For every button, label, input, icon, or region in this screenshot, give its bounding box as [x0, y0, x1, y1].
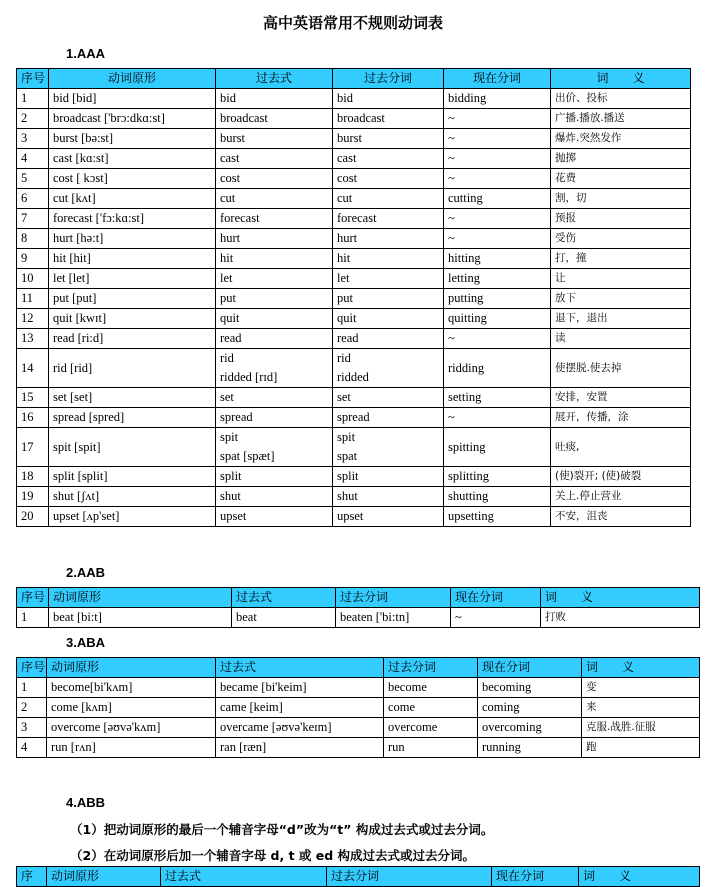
header-index: 序号 [17, 658, 47, 678]
cell-past-tense: came [keim] [216, 698, 384, 718]
cell-present-participle: quitting [444, 309, 551, 329]
cell-past-tense: broadcast [216, 109, 333, 129]
cell-index: 4 [17, 149, 49, 169]
cell-meaning: 割，切 [551, 189, 691, 209]
cell-base-form: come [kʌm] [47, 698, 216, 718]
table-header-row [17, 658, 700, 678]
cell-base-form: read [ri:d] [49, 329, 216, 349]
cell-past-tense: cast [216, 149, 333, 169]
cell-index: 8 [17, 229, 49, 249]
table-row [17, 109, 691, 129]
cell-present-participle: letting [444, 269, 551, 289]
cell-past-tense: overcame [əʊvə'keɪm] [216, 718, 384, 738]
cell-past-tense: put [216, 289, 333, 309]
table-row [17, 89, 691, 109]
header-past-participle: 过去分词 [327, 867, 492, 887]
cell-base-form: forecast ['fɔ:kɑ:st] [49, 209, 216, 229]
form-primary: rid [337, 351, 351, 365]
cell-present-participle: ~ [444, 229, 551, 249]
cell-past-tense: cut [216, 189, 333, 209]
table-row [17, 408, 691, 428]
cell-past-participle: burst [333, 129, 444, 149]
cell-meaning: 让 [551, 269, 691, 289]
cell-meaning: 读 [551, 329, 691, 349]
page-title: 高中英语常用不规则动词表 [262, 14, 443, 32]
cell-past-tense: shut [216, 487, 333, 507]
cell-present-participle: ~ [444, 209, 551, 229]
cell-base-form: put [put] [49, 289, 216, 309]
section-label-aaa: 1.AAA [66, 46, 106, 61]
cell-past-participle: let [333, 269, 444, 289]
cell-past-tense: spread [216, 408, 333, 428]
cell-meaning: (使)裂开; (使)破裂 [551, 467, 691, 487]
cell-meaning: 花费 [551, 169, 691, 189]
cell-base-form: quit [kwɪt] [49, 309, 216, 329]
cell-index: 4 [17, 738, 47, 758]
cell-base-form: overcome [əʊvə'kʌm] [47, 718, 216, 738]
cell-meaning: 放下 [551, 289, 691, 309]
cell-present-participle: putting [444, 289, 551, 309]
cell-meaning: 爆炸.突然发作 [551, 129, 691, 149]
cell-past-participle: come [384, 698, 478, 718]
cell-base-form: spread [spred] [49, 408, 216, 428]
cell-past-participle: split [333, 467, 444, 487]
cell-past-participle: read [333, 329, 444, 349]
header-past-tense: 过去式 [161, 867, 327, 887]
cell-present-participle: ~ [444, 329, 551, 349]
cell-index: 15 [17, 388, 49, 408]
cell-present-participle: overcoming [478, 718, 582, 738]
table-row [17, 507, 691, 527]
table-row [17, 678, 700, 698]
table-abb [16, 866, 700, 887]
cell-past-participle: put [333, 289, 444, 309]
form-alternate: spat [337, 449, 358, 463]
form-primary: spit [220, 430, 239, 444]
table-row [17, 149, 691, 169]
table-row [17, 189, 691, 209]
table-row [17, 249, 691, 269]
cell-meaning: 安排，安置 [551, 388, 691, 408]
cell-meaning: 受伤 [551, 229, 691, 249]
cell-past-participle: hit [333, 249, 444, 269]
cell-present-participle: ~ [444, 149, 551, 169]
cell-meaning: 预报 [551, 209, 691, 229]
form-alternate: ridded [337, 370, 369, 384]
header-base-form: 动词原形 [49, 69, 216, 89]
cell-index: 14 [17, 349, 49, 388]
cell-past-participle: forecast [333, 209, 444, 229]
cell-past-tense: hurt [216, 229, 333, 249]
cell-present-participle: ridding [444, 349, 551, 388]
cell-past-participle: bid [333, 89, 444, 109]
table-row [17, 349, 691, 388]
cell-index: 3 [17, 718, 47, 738]
header-present-participle: 现在分词 [492, 867, 579, 887]
cell-meaning: 广播.播放.播送 [551, 109, 691, 129]
cell-meaning: 来 [582, 698, 700, 718]
cell-present-participle: setting [444, 388, 551, 408]
cell-index: 2 [17, 109, 49, 129]
cell-past-tense: burst [216, 129, 333, 149]
cell-present-participle: hitting [444, 249, 551, 269]
cell-meaning: 退下，退出 [551, 309, 691, 329]
cell-present-participle: splitting [444, 467, 551, 487]
table-row [17, 269, 691, 289]
cell-index: 18 [17, 467, 49, 487]
cell-index: 1 [17, 678, 47, 698]
cell-index: 10 [17, 269, 49, 289]
header-meaning: 词 义 [582, 658, 700, 678]
cell-index: 12 [17, 309, 49, 329]
cell-base-form: let [let] [49, 269, 216, 289]
cell-past-participle: overcome [384, 718, 478, 738]
cell-index: 6 [17, 189, 49, 209]
table-row [17, 129, 691, 149]
cell-past-tense: split [216, 467, 333, 487]
cell-present-participle: ~ [451, 608, 541, 628]
cell-past-tense: forecast [216, 209, 333, 229]
table-aaa [16, 68, 691, 527]
header-base-form: 动词原形 [49, 588, 232, 608]
cell-base-form: cost [ kɔst] [49, 169, 216, 189]
header-base-form: 动词原形 [47, 867, 161, 887]
cell-past-tense: ran [ræn] [216, 738, 384, 758]
cell-past-tense: upset [216, 507, 333, 527]
cell-past-tense: bid [216, 89, 333, 109]
table-row [17, 608, 700, 628]
cell-past-participle: shut [333, 487, 444, 507]
cell-present-participle: upsetting [444, 507, 551, 527]
table-header-row [17, 867, 700, 887]
table-row [17, 467, 691, 487]
cell-base-form: hurt [hə:t] [49, 229, 216, 249]
cell-past-participle: cast [333, 149, 444, 169]
cell-present-participle: ~ [444, 109, 551, 129]
section-label-aab: 2.AAB [66, 565, 106, 580]
cell-index: 1 [17, 608, 49, 628]
header-past-tense: 过去式 [216, 658, 384, 678]
cell-base-form: upset [ʌp'set] [49, 507, 216, 527]
cell-present-participle: bidding [444, 89, 551, 109]
cell-base-form: rid [rid] [49, 349, 216, 388]
cell-past-tense: quit [216, 309, 333, 329]
cell-index: 7 [17, 209, 49, 229]
section-label-aba: 3.ABA [66, 635, 106, 650]
cell-present-participle: coming [478, 698, 582, 718]
cell-index: 5 [17, 169, 49, 189]
table-row [17, 329, 691, 349]
table-row [17, 487, 691, 507]
cell-past-participle: become [384, 678, 478, 698]
cell-present-participle: becoming [478, 678, 582, 698]
cell-past-tense: set [216, 388, 333, 408]
cell-present-participle: cutting [444, 189, 551, 209]
header-past-tense: 过去式 [232, 588, 336, 608]
cell-meaning: 出价、投标 [551, 89, 691, 109]
table-row [17, 309, 691, 329]
cell-past-participle: set [333, 388, 444, 408]
header-present-participle: 现在分词 [478, 658, 582, 678]
cell-past-participle: cut [333, 189, 444, 209]
cell-past-participle: run [384, 738, 478, 758]
header-meaning: 词 义 [551, 69, 691, 89]
cell-past-tense: became [bi'keim] [216, 678, 384, 698]
cell-base-form: broadcast ['brɔ:dkɑ:st] [49, 109, 216, 129]
cell-index: 2 [17, 698, 47, 718]
cell-present-participle: ~ [444, 408, 551, 428]
cell-meaning: 吐痰, [551, 428, 691, 467]
cell-past-tense: beat [232, 608, 336, 628]
cell-meaning: 变 [582, 678, 700, 698]
table-row [17, 718, 700, 738]
cell-present-participle: running [478, 738, 582, 758]
cell-past-tense: hit [216, 249, 333, 269]
cell-past-tense [216, 428, 333, 467]
form-primary: rid [220, 351, 234, 365]
cell-meaning: 克服.战胜.征服 [582, 718, 700, 738]
cell-meaning: 不安，沮丧 [551, 507, 691, 527]
table-row [17, 169, 691, 189]
cell-base-form: hit [hit] [49, 249, 216, 269]
cell-present-participle: spitting [444, 428, 551, 467]
table-row [17, 738, 700, 758]
cell-index: 9 [17, 249, 49, 269]
cell-base-form: cast [kɑ:st] [49, 149, 216, 169]
cell-base-form: become[bi'kʌm] [47, 678, 216, 698]
cell-meaning: 使摆脱.使去掉 [551, 349, 691, 388]
cell-past-participle [333, 428, 444, 467]
section-label-abb: 4.ABB [66, 795, 106, 810]
form-alternate: spat [spæt] [220, 449, 275, 463]
cell-index: 19 [17, 487, 49, 507]
cell-meaning: 抛掷 [551, 149, 691, 169]
cell-meaning: 打，撞 [551, 249, 691, 269]
cell-past-participle: spread [333, 408, 444, 428]
cell-base-form: split [split] [49, 467, 216, 487]
cell-index: 17 [17, 428, 49, 467]
cell-base-form: run [rʌn] [47, 738, 216, 758]
table-row [17, 209, 691, 229]
cell-past-participle: upset [333, 507, 444, 527]
table-row [17, 289, 691, 309]
cell-present-participle: ~ [444, 169, 551, 189]
cell-past-tense: let [216, 269, 333, 289]
abb-note-1: （1）把动词原形的最后一个辅音字母“d”改为“t” 构成过去式或过去分词。 [70, 822, 494, 837]
cell-index: 3 [17, 129, 49, 149]
cell-past-participle: beaten ['bi:tn] [336, 608, 451, 628]
cell-index: 11 [17, 289, 49, 309]
header-past-participle: 过去分词 [384, 658, 478, 678]
cell-base-form: spit [spit] [49, 428, 216, 467]
table-row [17, 698, 700, 718]
header-meaning: 词 义 [541, 588, 700, 608]
cell-index: 1 [17, 89, 49, 109]
abb-note-2: （2）在动词原形后加一个辅音字母 d, t 或 ed 构成过去式或过去分词。 [70, 848, 476, 863]
cell-index: 13 [17, 329, 49, 349]
cell-past-participle: quit [333, 309, 444, 329]
cell-base-form: set [set] [49, 388, 216, 408]
cell-base-form: shut [ʃʌt] [49, 487, 216, 507]
cell-meaning: 关上.停止营业 [551, 487, 691, 507]
header-index: 序号 [17, 588, 49, 608]
table-aab [16, 587, 700, 628]
form-alternate: ridded [rɪd] [220, 370, 278, 384]
header-index: 序 [17, 867, 47, 887]
cell-base-form: burst [bə:st] [49, 129, 216, 149]
table-header-row [17, 69, 691, 89]
header-past-participle: 过去分词 [336, 588, 451, 608]
cell-base-form: bid [bid] [49, 89, 216, 109]
cell-past-tense: cost [216, 169, 333, 189]
cell-base-form: beat [bi:t] [49, 608, 232, 628]
header-present-participle: 现在分词 [444, 69, 551, 89]
header-present-participle: 现在分词 [451, 588, 541, 608]
table-row [17, 428, 691, 467]
header-meaning: 词 义 [579, 867, 700, 887]
table-header-row [17, 588, 700, 608]
cell-meaning: 展开，传播，涂 [551, 408, 691, 428]
header-past-tense: 过去式 [216, 69, 333, 89]
cell-index: 20 [17, 507, 49, 527]
cell-past-participle [333, 349, 444, 388]
form-primary: spit [337, 430, 356, 444]
header-base-form: 动词原形 [47, 658, 216, 678]
cell-meaning: 跑 [582, 738, 700, 758]
table-row [17, 388, 691, 408]
cell-present-participle: shutting [444, 487, 551, 507]
table-aba [16, 657, 700, 758]
cell-present-participle: ~ [444, 129, 551, 149]
cell-past-participle: cost [333, 169, 444, 189]
table-row [17, 229, 691, 249]
cell-index: 16 [17, 408, 49, 428]
cell-past-tense: read [216, 329, 333, 349]
cell-past-tense [216, 349, 333, 388]
header-index: 序号 [17, 69, 49, 89]
cell-past-participle: broadcast [333, 109, 444, 129]
cell-past-participle: hurt [333, 229, 444, 249]
header-past-participle: 过去分词 [333, 69, 444, 89]
cell-meaning: 打败 [541, 608, 700, 628]
cell-base-form: cut [kʌt] [49, 189, 216, 209]
